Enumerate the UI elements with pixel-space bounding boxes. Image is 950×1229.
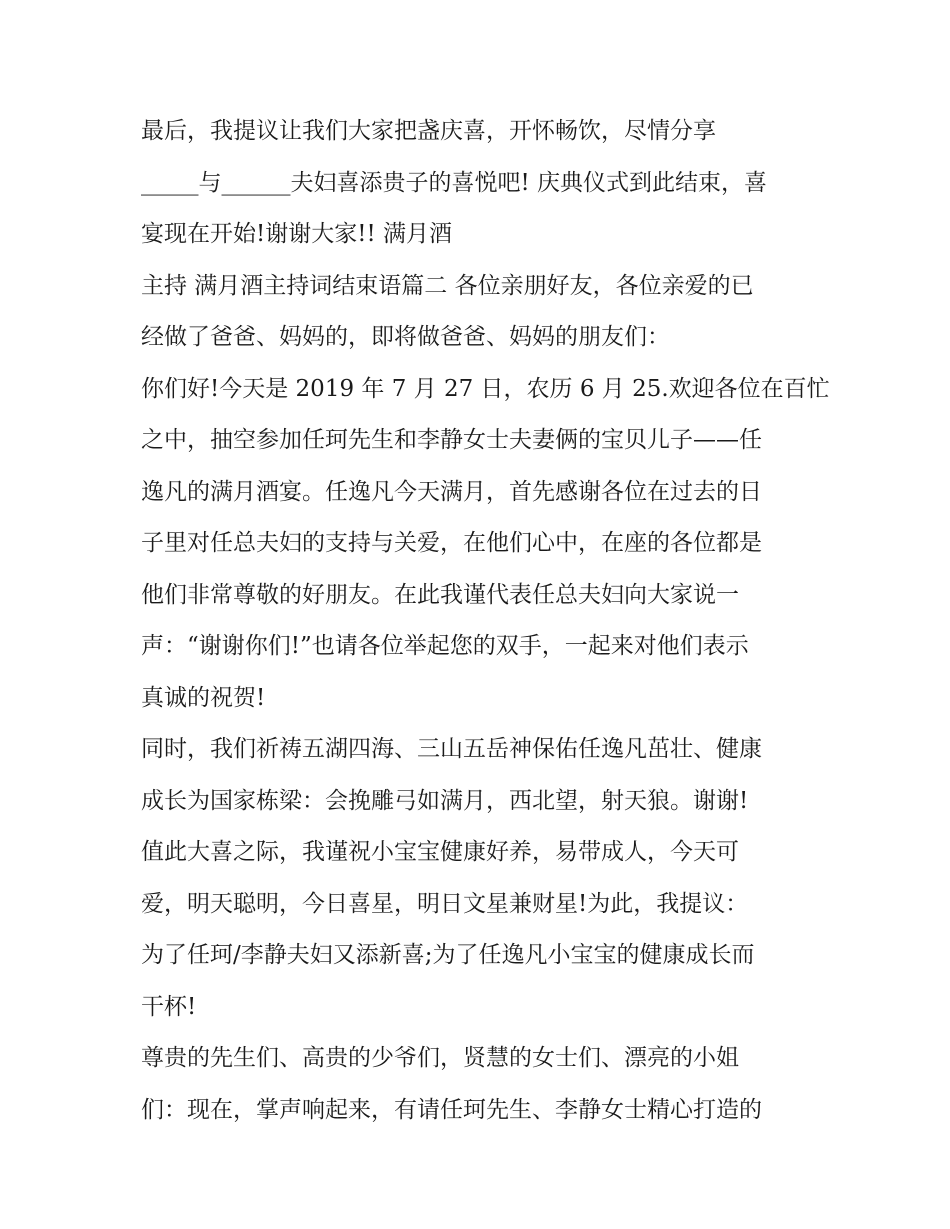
text-line: 最后，我提议让我们大家把盏庆喜，开怀畅饮，尽情分享 bbox=[141, 118, 716, 144]
text-line: 为了任珂/李静夫妇又添新喜;为了任逸凡小宝宝的健康成长而 bbox=[141, 942, 755, 968]
text-line: 主持 满月酒主持词结束语篇二 各位亲朋好友，各位亲爱的已 bbox=[141, 272, 754, 299]
text-line: 同时，我们祈祷五湖四海、三山五岳神保佑任逸凡茁壮、健康 bbox=[141, 736, 762, 762]
text-line: 尊贵的先生们、高贵的少爷们，贤慧的女士们、漂亮的小姐 bbox=[141, 1045, 739, 1071]
text-line: 爱，明天聪明，今日喜星，明日文星兼财星!为此，我提议： bbox=[141, 890, 749, 917]
text-line: 宴现在开始!谢谢大家!! 满月酒 bbox=[141, 221, 453, 247]
text-line: 真诚的祝贺! bbox=[141, 684, 266, 711]
text-line: 成长为国家栋梁：会挽雕弓如满月，西北望，射天狼。谢谢! bbox=[141, 787, 749, 814]
text-line: 经做了爸爸、妈妈的，即将做爸爸、妈妈的朋友们： bbox=[141, 324, 670, 350]
document-body bbox=[141, 106, 830, 1136]
text-line: _____与______夫妇喜添贵子的喜悦吧! 庆典仪式到此结束，喜 bbox=[141, 169, 768, 196]
text-line: 声：“谢谢你们!”也请各位举起您的双手，一起来对他们表示 bbox=[141, 633, 749, 659]
text-line: 值此大喜之际，我谨祝小宝宝健康好养，易带成人，今天可 bbox=[141, 839, 739, 865]
text-line: 干杯! bbox=[141, 993, 197, 1020]
text-line: 之中，抽空参加任珂先生和李静女士夫妻俩的宝贝儿子——任 bbox=[141, 427, 762, 453]
text-line: 逸凡的满月酒宴。任逸凡今天满月，首先感谢各位在过去的日 bbox=[141, 478, 762, 505]
text-line: 他们非常尊敬的好朋友。在此我谨代表任总夫妇向大家说一 bbox=[141, 581, 739, 608]
text-line: 你们好!今天是 2019 年 7 月 27 日，农历 6 月 25.欢迎各位在百忙 bbox=[141, 375, 830, 402]
text-line: 们：现在，掌声响起来，有请任珂先生、李静女士精心打造的 bbox=[141, 1096, 762, 1123]
text-line: 子里对任总夫妇的支持与关爱，在他们心中，在座的各位都是 bbox=[141, 530, 762, 556]
